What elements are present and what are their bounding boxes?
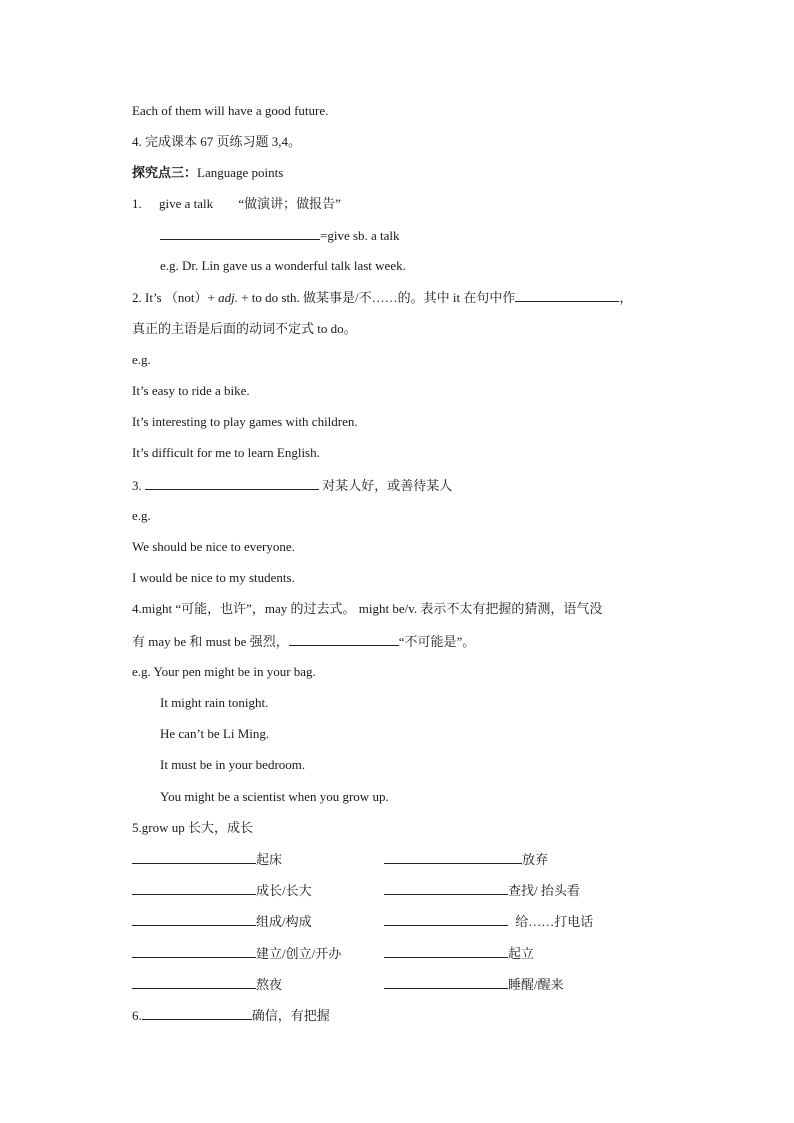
example-line: e.g. Your pen might be in your bag. <box>132 664 316 679</box>
answer-blank[interactable] <box>384 881 508 895</box>
example-line: It’s difficult for me to learn English. <box>132 445 320 460</box>
item-3 <box>132 476 452 495</box>
text-line: Each of them will have a good future. <box>132 103 329 118</box>
phrase-meaning: 起立 <box>508 946 535 961</box>
phrase-row <box>132 881 312 900</box>
phrase-row <box>384 944 534 963</box>
item-number: 1. <box>132 196 142 211</box>
phrase-meaning: 起床 <box>256 852 283 867</box>
text-line: 4. 完成课本 67 页练习题 3,4。 <box>132 134 302 149</box>
example-line: We should be nice to everyone. <box>132 539 295 554</box>
item-1 <box>132 195 341 213</box>
phrase-meaning: 放弃 <box>522 852 549 867</box>
example-line: You might be a scientist when you grow up. <box>160 789 389 804</box>
phrase-row <box>132 912 312 931</box>
item-2 <box>132 288 632 307</box>
item-text: 2. It’s （not）+ <box>132 290 219 305</box>
answer-blank[interactable] <box>132 850 256 864</box>
answer-blank[interactable] <box>132 912 256 926</box>
fill-line <box>160 226 400 245</box>
phrase-row <box>132 975 282 994</box>
item-number: 6. <box>132 1008 142 1023</box>
item-5: 5.grow up 长大，成长 <box>132 820 253 835</box>
phrase-meaning: “做演讲；做报告” <box>238 196 341 211</box>
answer-blank[interactable] <box>132 975 256 989</box>
answer-blank[interactable] <box>132 944 256 958</box>
phrase-meaning: 给……打电话 <box>512 914 594 929</box>
answer-blank[interactable] <box>515 288 619 302</box>
answer-blank[interactable] <box>384 912 508 926</box>
example-line: It’s interesting to play games with children. <box>132 414 358 429</box>
phrase-row <box>384 912 593 931</box>
section-heading <box>132 164 283 182</box>
item-text-end: ， <box>619 290 633 305</box>
section-heading-text: Language points <box>197 165 284 180</box>
item-meaning: 对某人好，或善待某人 <box>319 478 453 493</box>
answer-blank[interactable] <box>384 850 522 864</box>
phrase-meaning: 睡醒/醒来 <box>508 977 564 992</box>
answer-blank[interactable] <box>145 476 319 490</box>
answer-blank[interactable] <box>289 632 399 646</box>
example-line: It’s easy to ride a bike. <box>132 383 250 398</box>
text-line: 真正的主语是后面的动词不定式 to do。 <box>132 321 357 336</box>
item-number: 3. <box>132 478 142 493</box>
answer-blank[interactable] <box>384 944 508 958</box>
item-meaning: 确信，有把握 <box>251 1008 330 1023</box>
example-line: It might rain tonight. <box>160 695 269 710</box>
phrase-text: give a talk <box>159 196 214 211</box>
example-line: e.g. Dr. Lin gave us a wonderful talk last week. <box>160 258 406 273</box>
item-4: 4.might “可能，也许”，may 的过去式。 might be/v. 表示不太有把握的猜测，语气没 <box>132 601 603 616</box>
section-heading-label: 探究点三： <box>132 165 198 180</box>
answer-blank[interactable] <box>384 975 508 989</box>
answer-blank[interactable] <box>142 1006 252 1020</box>
phrase-meaning: 熬夜 <box>256 977 283 992</box>
example-line: I would be nice to my students. <box>132 570 295 585</box>
text-line <box>132 632 475 651</box>
phrase-meaning: 查找/ 抬头看 <box>508 883 580 898</box>
phrase-row <box>384 975 564 994</box>
phrase-row <box>132 944 341 963</box>
item-text-cont: + to do sth. 做某事是/不……的。其中 it 在句中作 <box>237 290 516 305</box>
phrase-meaning: 建立/创立/开办 <box>256 946 342 961</box>
phrase-meaning: 成长/长大 <box>256 883 312 898</box>
phrase-row <box>132 850 282 869</box>
answer-blank[interactable] <box>132 881 256 895</box>
phrase-meaning: 组成/构成 <box>256 914 312 929</box>
answer-blank[interactable] <box>160 226 320 240</box>
phrase-row <box>384 881 580 900</box>
example-line: He can’t be Li Ming. <box>160 726 270 741</box>
blank-suffix: =give sb. a talk <box>320 228 400 243</box>
phrase-row <box>384 850 548 869</box>
item-text-end: “不可能是”。 <box>398 634 476 649</box>
adj-label: adj. <box>218 290 238 305</box>
text-line: e.g. <box>132 352 151 367</box>
text-line: e.g. <box>132 508 151 523</box>
item-6 <box>132 1006 330 1025</box>
example-line: It must be in your bedroom. <box>160 757 306 772</box>
item-text: 有 may be 和 must be 强烈， <box>132 634 289 649</box>
